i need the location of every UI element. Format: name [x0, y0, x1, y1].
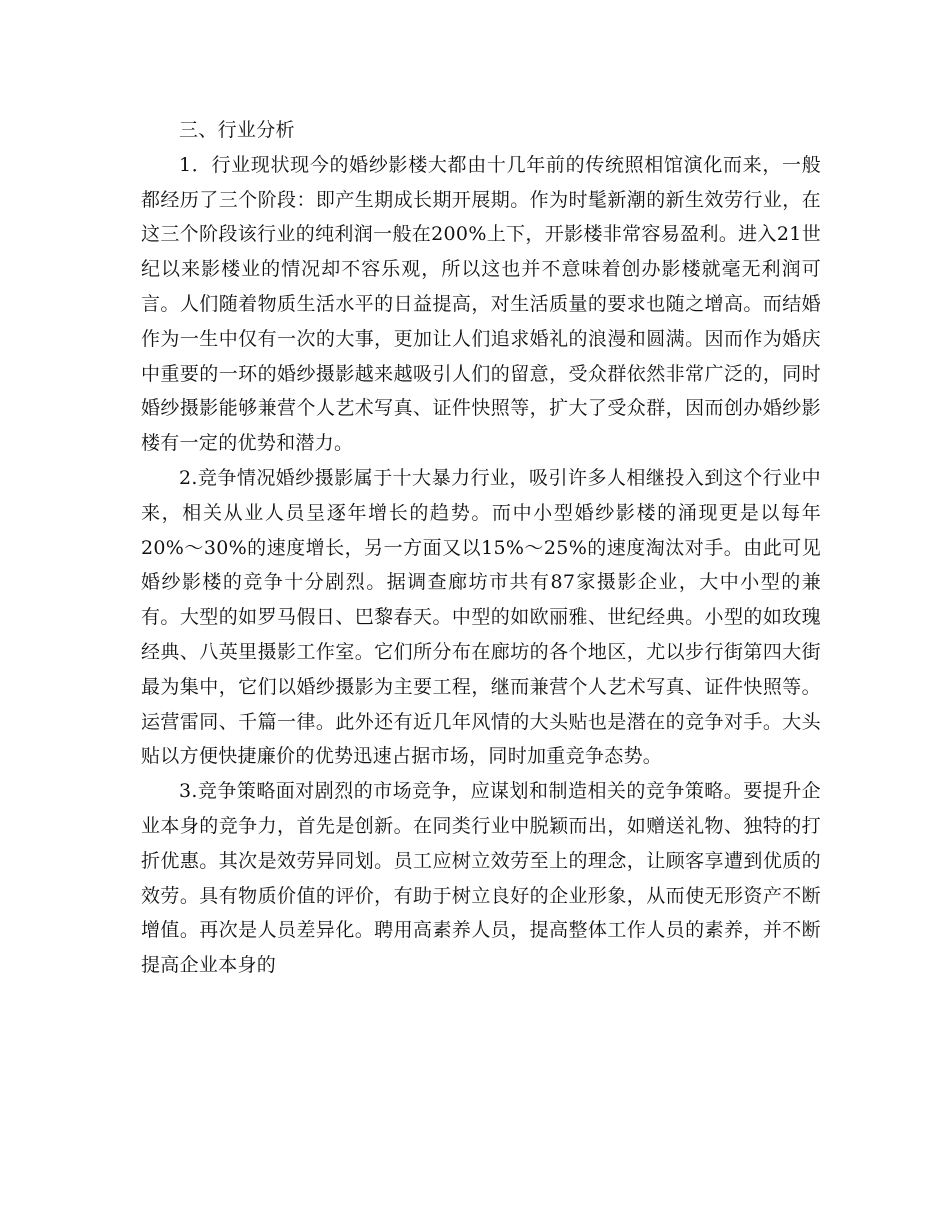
paragraph-strategy: 3.竞争策略面对剧烈的市场竞争，应谋划和制造相关的竞争策略。要提升企业本身的竞争力，首先是创新。在同类行业中脱颖而出，如赠送礼物、独特的打折优惠。其次是效劳异同划。员工应树立效劳至上的理念，让顾客享遭到优质的效劳。具有物质价值的评价，有助于树立良好的企业形象，从而使无形资产不断增值。再次是人员差异化。聘用高素养人员，提高整体工作人员的素养，并不断提高企业本身的 [141, 780, 821, 977]
paragraph-industry-status: 1．行业现状现今的婚纱影楼大都由十几年前的传统照相馆演化而来，一般都经历了三个阶段：即产生期成长期开展期。作为时髦新潮的新生效劳行业，在这三个阶段该行业的纯利润一般在200%上下，开影楼非常容易盈利。进入21世纪以来影楼业的情况却不容乐观，所以这也并不意味着创办影楼就毫无利润可言。人们随着物质生活水平的日益提高，对生活质量的要求也随之增高。而结婚作为一生中仅有一次的大事，更加让人们追求婚礼的浪漫和圆满。因而作为婚庆中重要的一环的婚纱摄影越来越吸引人们的留意，受众群依然非常广泛的，同时婚纱摄影能够兼营个人艺术写真、证件快照等，扩大了受众群，因而创办婚纱影楼有一定的优势和潜力。 [141, 153, 821, 455]
paragraph-competition: 2.竞争情况婚纱摄影属于十大暴力行业，吸引许多人相继投入到这个行业中来，相关从业人员呈逐年增长的趋势。而中小型婚纱影楼的涌现更是以每年20%～30%的速度增长，另一方面又以15%～25%的速度淘汰对手。由此可见婚纱影楼的竞争十分剧烈。据调查廊坊市共有87家摄影企业，大中小型的兼有。大型的如罗马假日、巴黎春天。中型的如欧丽雅、世纪经典。小型的如玫瑰经典、八英里摄影工作室。它们所分布在廊坊的各个地区，尤以步行街第四大街最为集中，它们以婚纱摄影为主要工程，继而兼营个人艺术写真、证件快照等。运营雷同、千篇一律。此外还有近几年风情的大头贴也是潜在的竞争对手。大头贴以方便快捷廉价的优势迅速占据市场，同时加重竞争态势。 [141, 466, 821, 768]
section-heading: 三、行业分析 [179, 119, 295, 141]
document-body [141, 113, 821, 983]
